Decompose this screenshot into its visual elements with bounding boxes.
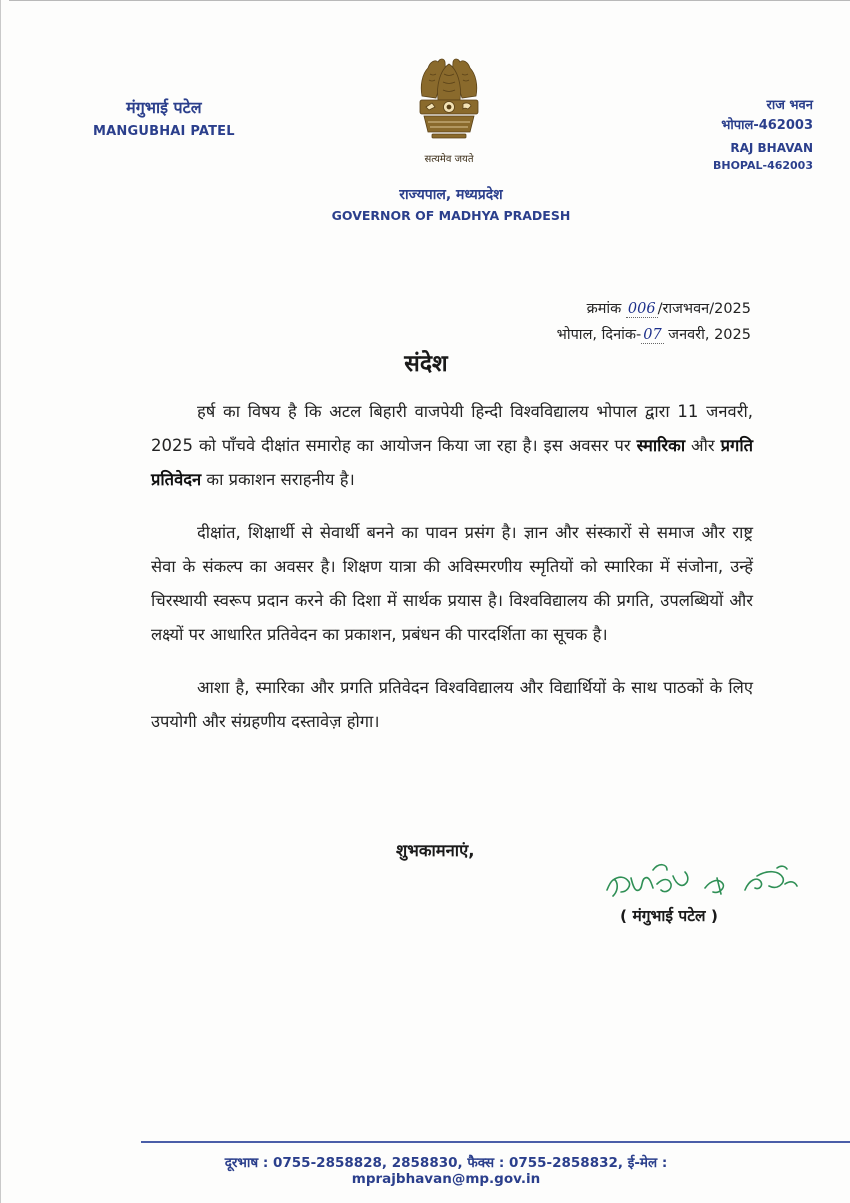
footer-contact: दूरभाष : 0755-2858828, 2858830, फैक्स : 0755-2858832, ई-मेल : mprajbhavan@mp.gov.in: [224, 1155, 668, 1187]
paragraph-1-text-e: का प्रकाशन सराहनीय है।: [201, 470, 355, 489]
handwritten-signature: [601, 860, 821, 908]
signatory-name: ( मंगुभाई पटेल ): [620, 907, 718, 925]
emblem-motto: सत्यमेव जयते: [424, 154, 474, 165]
reference-number-handwritten: 006: [627, 301, 656, 317]
sender-block: [93, 96, 235, 139]
reference-number: [557, 296, 751, 322]
message-title: संदेश: [404, 351, 448, 377]
reference-date: [557, 322, 751, 348]
reference-date-handwritten: 07: [643, 327, 662, 343]
address-line-4: BHOPAL-462003: [712, 159, 813, 172]
sender-name-english: MANGUBHAI PATEL: [93, 124, 235, 139]
office-title-english: GOVERNOR OF MADHYA PRADESH: [331, 208, 571, 223]
office-title: [301, 185, 601, 223]
address-line-3: RAJ BHAVAN: [730, 141, 813, 155]
paragraph-1-bold-report: प्रगति प्रतिवेदन: [151, 436, 754, 489]
reference-number-suffix: /राजभवन/2025: [657, 301, 751, 317]
address-line-1: राज भवन: [766, 98, 813, 113]
message-body: [151, 395, 753, 739]
paragraph-1-text-a: हर्ष का विषय है कि अटल बिहारी वाजपेयी हिन्दी विश्वविद्यालय भोपाल द्वारा 11 जनवरी, 2025 को पाँचवे दीक्षांत समारोह का आयोजन किया जा रहा है। इस अवसर पर: [151, 402, 753, 455]
paragraph-1: [151, 395, 753, 497]
reference-date-suffix: जनवरी, 2025: [663, 327, 751, 343]
paragraph-1-text-c: और: [685, 436, 721, 455]
sender-name-hindi: मंगुभाई पटेल: [126, 98, 202, 117]
reference-block: [557, 296, 751, 348]
closing-wishes: शुभकामनाएं,: [396, 841, 475, 860]
address-line-2: भोपाल-462003: [721, 118, 813, 133]
office-title-hindi: राज्यपाल, मध्यप्रदेश: [399, 187, 503, 203]
lion-capital-icon: [416, 50, 482, 150]
address-block: [713, 96, 813, 174]
national-emblem: [399, 50, 499, 172]
paragraph-3: आशा है, स्मारिका और प्रगति प्रतिवेदन विश्वविद्यालय और विद्यार्थियों के साथ पाठकों के लिए उपयोगी और संग्रहणीय दस्तावेज़ होगा।: [151, 678, 753, 731]
footer-divider: [141, 1141, 850, 1143]
paragraph-1-bold-smarika: स्मारिका: [636, 436, 686, 455]
paragraph-2: दीक्षांत, शिक्षार्थी से सेवार्थी बनने का पावन प्रसंग है। ज्ञान और संस्कारों से समाज और राष्ट्र सेवा के संकल्प का अवसर है। शिक्षण यात्रा की अविस्मरणीय स्मृतियों को स्मारिका में संजोना, उन्हें चिरस्थायी स्वरूप प्रदान करने की दिशा में सार्थक प्रयास है। विश्वविद्यालय की प्रगति, उपलब्धियों और लक्ष्यों पर आधारित प्रतिवेदन का प्रकाशन, प्रबंधन की पारदर्शिता का सूचक है।: [151, 523, 753, 644]
reference-number-prefix: क्रमांक: [586, 301, 622, 317]
reference-date-prefix: भोपाल, दिनांक-: [556, 327, 642, 343]
